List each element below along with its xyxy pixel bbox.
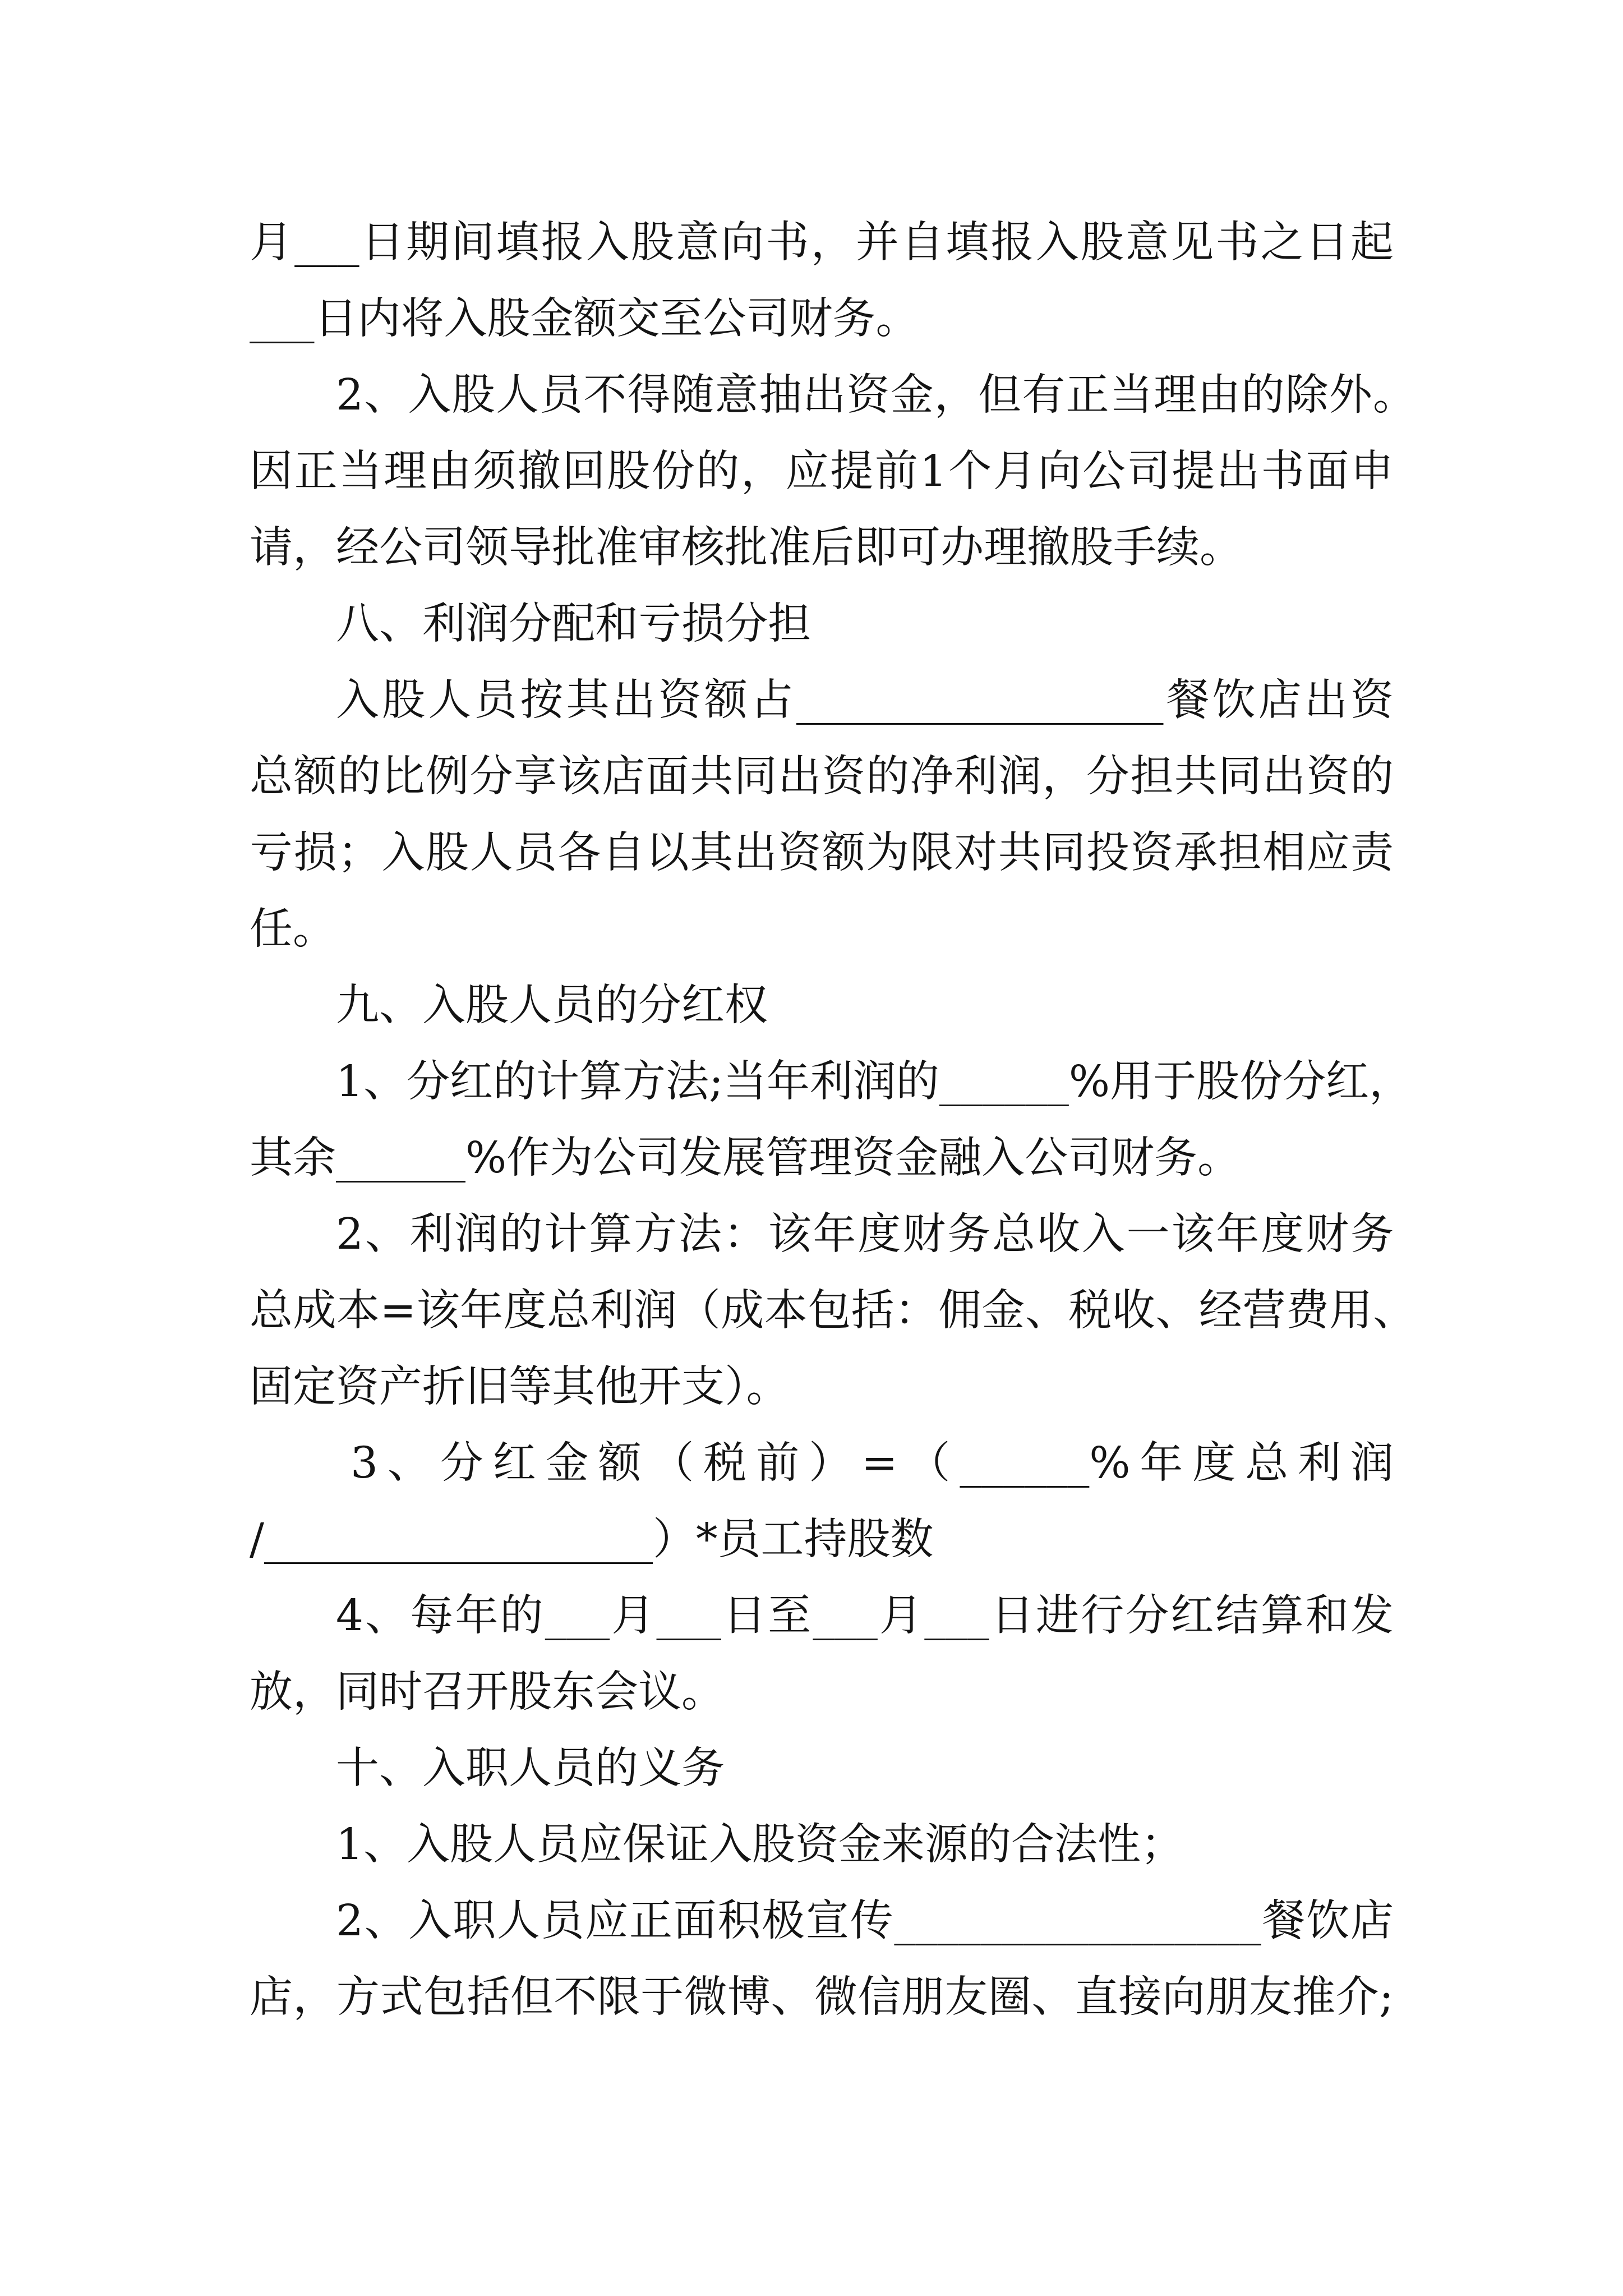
text-line: 总额的比例分享该店面共同出资的净利润，分担共同出资的 — [250, 752, 1394, 802]
text-line: 请，经公司领导批准审核批准后即可办理撤股手续。 — [250, 523, 1243, 573]
section-heading: 九、入股人员的分红权 — [336, 981, 768, 1030]
text-line: 2、入股人员不得随意抽出资金，但有正当理由的除外。 — [336, 370, 1416, 420]
text-line: 店，方式包括但不限于微博、微信朋友圈、直接向朋友推介; — [250, 1972, 1394, 2022]
section-heading: 十、入职人员的义务 — [336, 1743, 725, 1793]
text-line: 总成本=该年度总利润（成本包括：佣金、税收、经营费用、 — [250, 1286, 1416, 1336]
text-line: 因正当理由须撤回股份的，应提前1个月向公司提出书面申 — [250, 447, 1394, 496]
text-line: /__________________）*员工持股数 — [250, 1515, 934, 1565]
text-line: 3、分红金额（税前）=（______%年度总利润 — [351, 1438, 1394, 1488]
text-line: 1、入股人员应保证入股资金来源的合法性； — [336, 1820, 1184, 1870]
text-line: 任。 — [250, 904, 336, 954]
text-line: 其余______%作为公司发展管理资金融入公司财务。 — [250, 1133, 1241, 1183]
text-line: 亏损；入股人员各自以其出资额为限对共同投资承担相应责 — [250, 828, 1394, 878]
text-line: 固定资产折旧等其他开支）。 — [250, 1362, 790, 1412]
text-line: ___日内将入股金额交至公司财务。 — [250, 294, 919, 344]
text-line: 月___日期间填报入股意向书，并自填报入股意见书之日起 — [250, 218, 1394, 268]
text-line: 4、每年的___月___日至___月___日进行分红结算和发 — [336, 1591, 1394, 1641]
text-line: 放，同时召开股东会议。 — [250, 1667, 725, 1717]
text-line: 1、分红的计算方法;当年利润的______%用于股份分红， — [336, 1057, 1413, 1107]
section-heading: 八、利润分配和亏损分担 — [336, 599, 811, 649]
text-line: 2、入职人员应正面积极宣传_________________餐饮店 — [336, 1896, 1394, 1946]
text-line: 入股人员按其出资额占_________________餐饮店出资 — [336, 675, 1394, 725]
text-line: 2、利润的计算方法：该年度财务总收入一该年度财务 — [336, 1209, 1394, 1259]
